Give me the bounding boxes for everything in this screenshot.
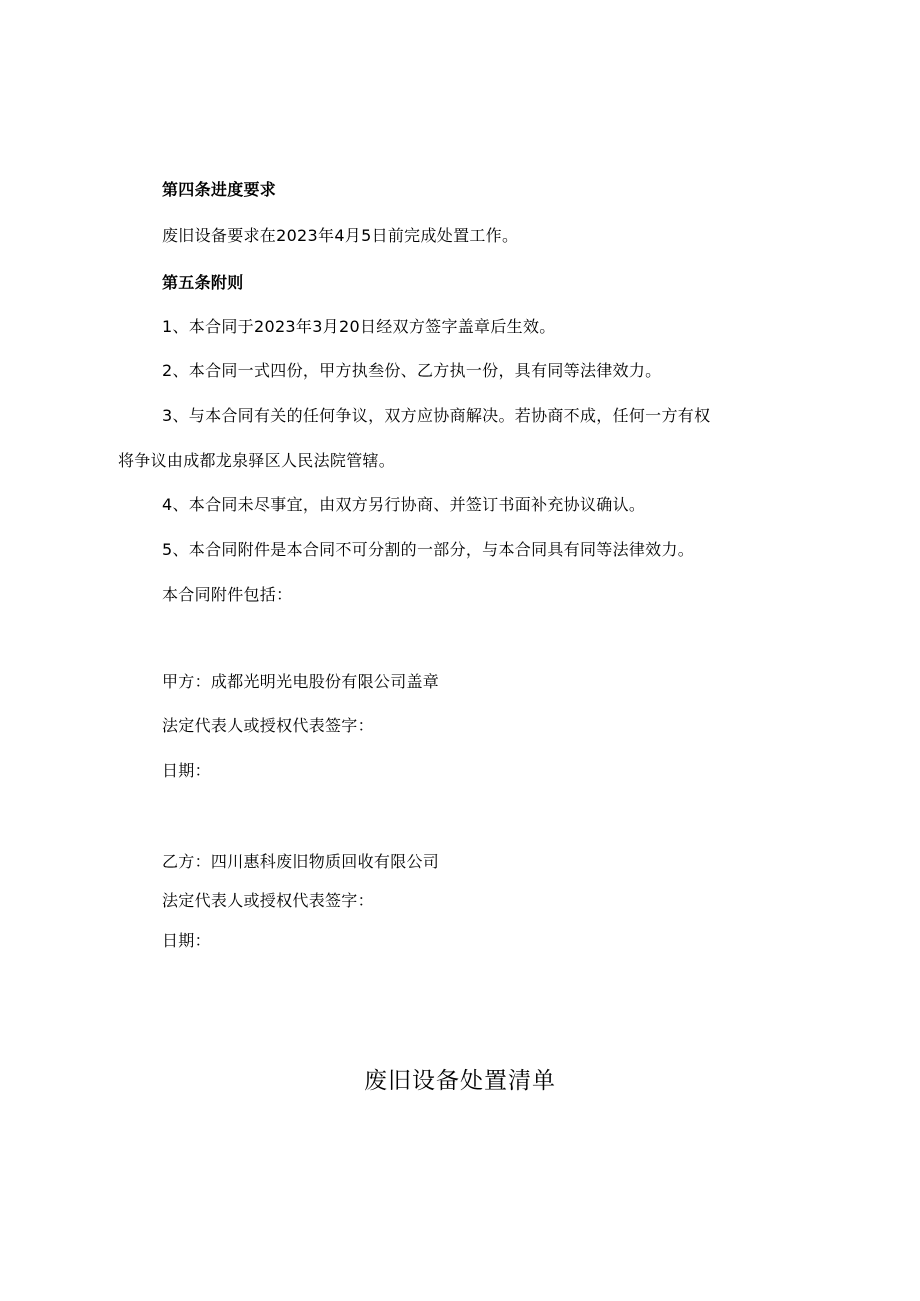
article5-item-5: 5、本合同附件是本合同不可分割的一部分，与本合同具有同等法律效力。 <box>162 540 695 559</box>
article5-item-3-continued: 将争议由成都龙泉驿区人民法院管辖。 <box>118 451 396 470</box>
article5-item-1: 1、本合同于2023年3月20日经双方签字盖章后生效。 <box>162 317 556 336</box>
party-b-name: 乙方：四川惠科废旧物质回收有限公司 <box>162 852 440 871</box>
article5-item-3: 3、与本合同有关的任何争议，双方应协商解决。若协商不成，任何一方有权 <box>162 406 711 425</box>
article4-body: 废旧设备要求在2023年4月5日前完成处置工作。 <box>162 226 519 245</box>
party-a-date: 日期： <box>162 761 211 780</box>
party-a-name: 甲方：成都光明光电股份有限公司盖章 <box>162 672 440 691</box>
party-b-date: 日期： <box>162 931 211 950</box>
article5-heading: 第五条附则 <box>162 273 244 292</box>
list-title: 废旧设备处置清单 <box>364 1068 556 1094</box>
attachments-label: 本合同附件包括： <box>162 585 293 604</box>
article5-item-4: 4、本合同未尽事宜，由双方另行协商、并签订书面补充协议确认。 <box>162 495 646 514</box>
party-a-representative: 法定代表人或授权代表签字： <box>162 716 374 735</box>
article4-heading: 第四条进度要求 <box>162 180 277 199</box>
party-b-representative: 法定代表人或授权代表签字： <box>162 891 374 910</box>
article5-item-2: 2、本合同一式四份，甲方执叁份、乙方执一份，具有同等法律效力。 <box>162 361 662 380</box>
